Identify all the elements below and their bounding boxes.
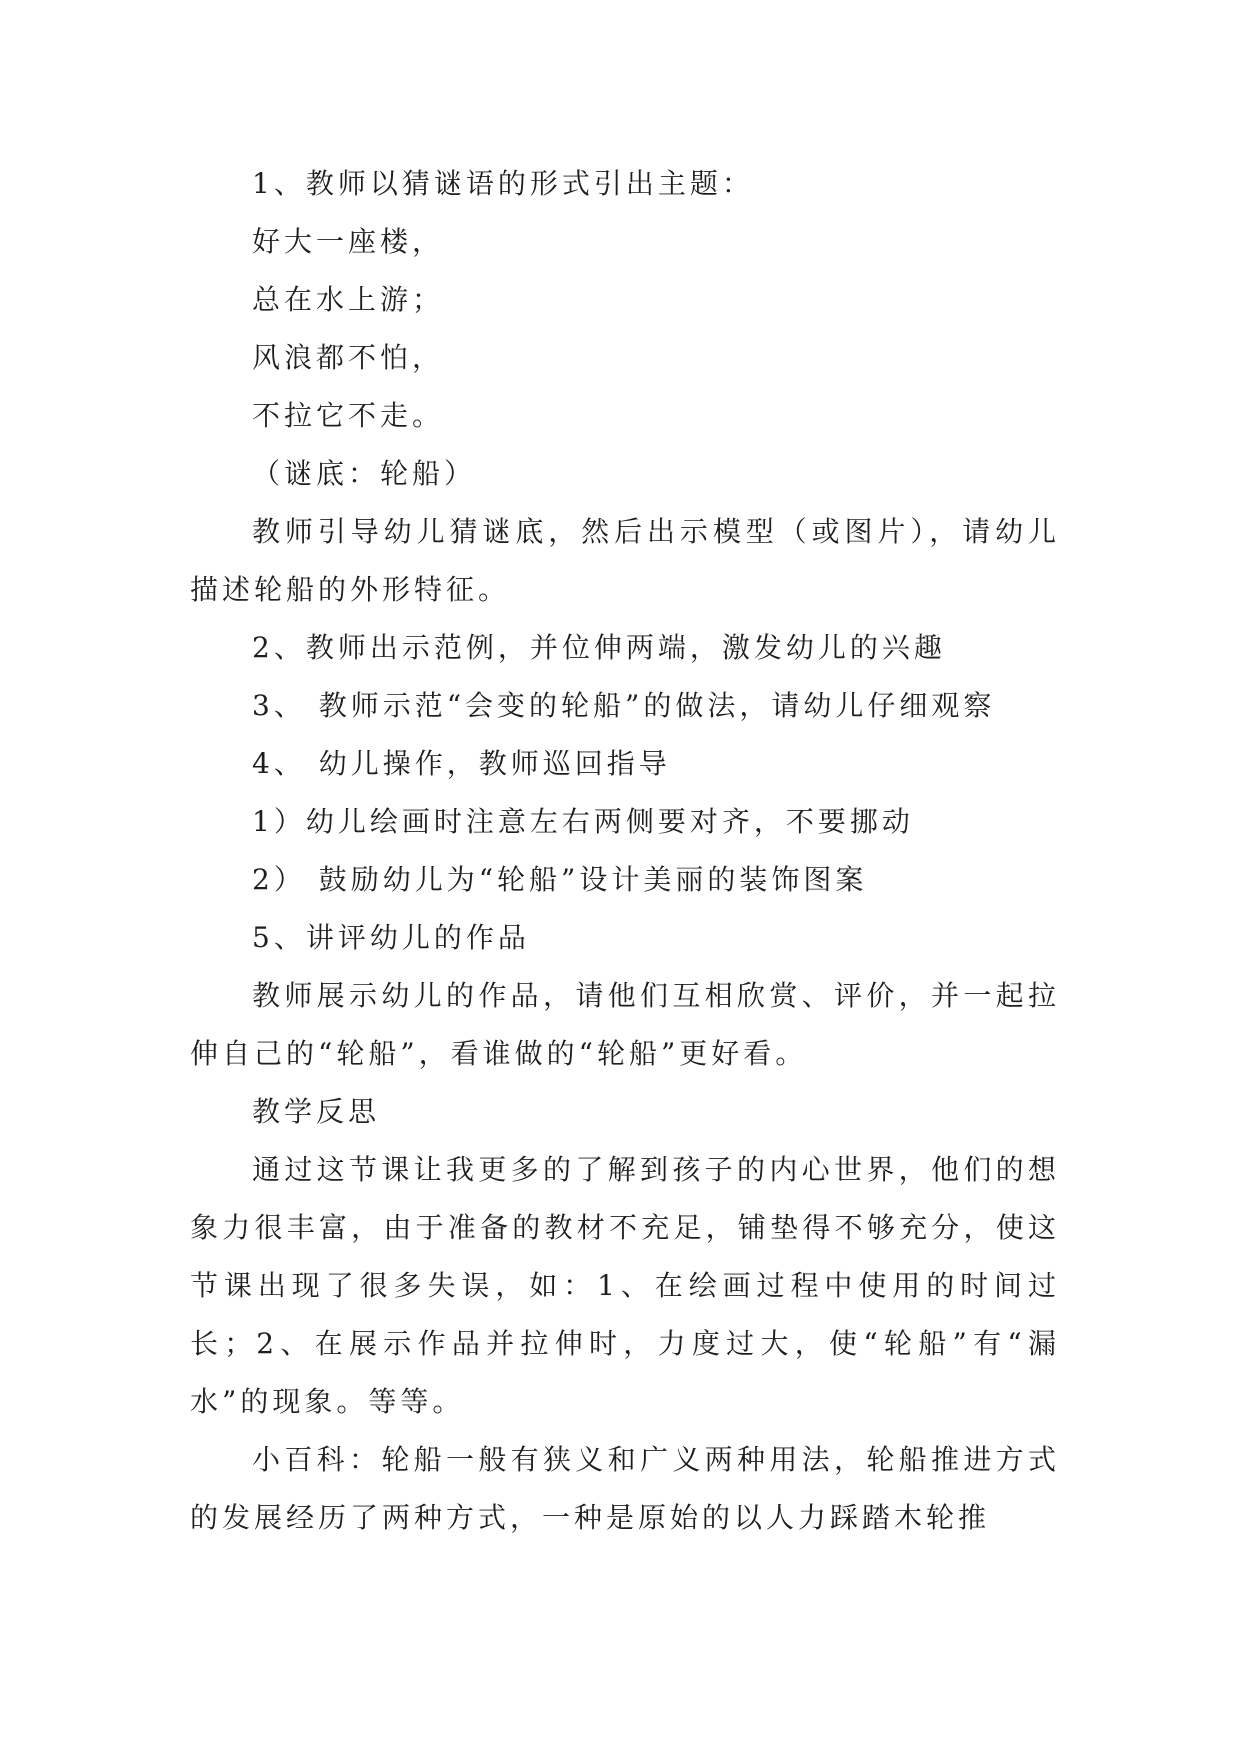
paragraph-reflection: 通过这节课让我更多的了解到孩子的内心世界，他们的想象力很丰富，由于准备的教材不充足，铺垫得不够充分，使这节课出现了很多失误，如：1、在绘画过程中使用的时间过长；2、在展示作品并拉伸时，力度过大，使“轮船”有“漏水”的现象。等等。 — [190, 1153, 1060, 1418]
paragraph-riddle-line-1: 好大一座楼， — [252, 225, 445, 258]
paragraph-showcase: 教师展示幼儿的作品，请他们互相欣赏、评价，并一起拉伸自己的“轮船”，看谁做的“轮船”更好看。 — [190, 979, 1060, 1070]
paragraph-riddle-line-3: 风浪都不怕， — [252, 341, 445, 374]
paragraph-step-5: 5、讲评幼儿的作品 — [252, 921, 530, 954]
paragraph-guide-description: 教师引导幼儿猜谜底，然后出示模型（或图片），请幼儿描述轮船的外形特征。 — [190, 515, 1060, 606]
paragraph-riddle-line-4: 不拉它不走。 — [252, 399, 445, 432]
paragraph-step-4: 4、 幼儿操作，教师巡回指导 — [252, 747, 671, 780]
paragraph-step-2: 2、教师出示范例，并位伸两端，激发幼儿的兴趣 — [252, 631, 946, 664]
paragraph-substep-1: 1）幼儿绘画时注意左右两侧要对齐，不要挪动 — [252, 805, 914, 838]
paragraph-riddle-line-2: 总在水上游； — [252, 283, 445, 316]
paragraph-riddle-answer: （谜底：轮船） — [252, 457, 477, 490]
paragraph-encyclopedia: 小百科：轮船一般有狭义和广义两种用法，轮船推进方式的发展经历了两种方式，一种是原始的以人力踩踏木轮推 — [190, 1443, 1060, 1534]
section-heading-reflection: 教学反思 — [252, 1095, 381, 1128]
paragraph-riddle-intro: 1、教师以猜谜语的形式引出主题： — [252, 167, 754, 200]
paragraph-step-3: 3、 教师示范“会变的轮船”的做法，请幼儿仔细观察 — [252, 689, 996, 722]
document-body — [190, 155, 1060, 1547]
paragraph-substep-2: 2） 鼓励幼儿为“轮船”设计美丽的装饰图案 — [252, 863, 868, 896]
